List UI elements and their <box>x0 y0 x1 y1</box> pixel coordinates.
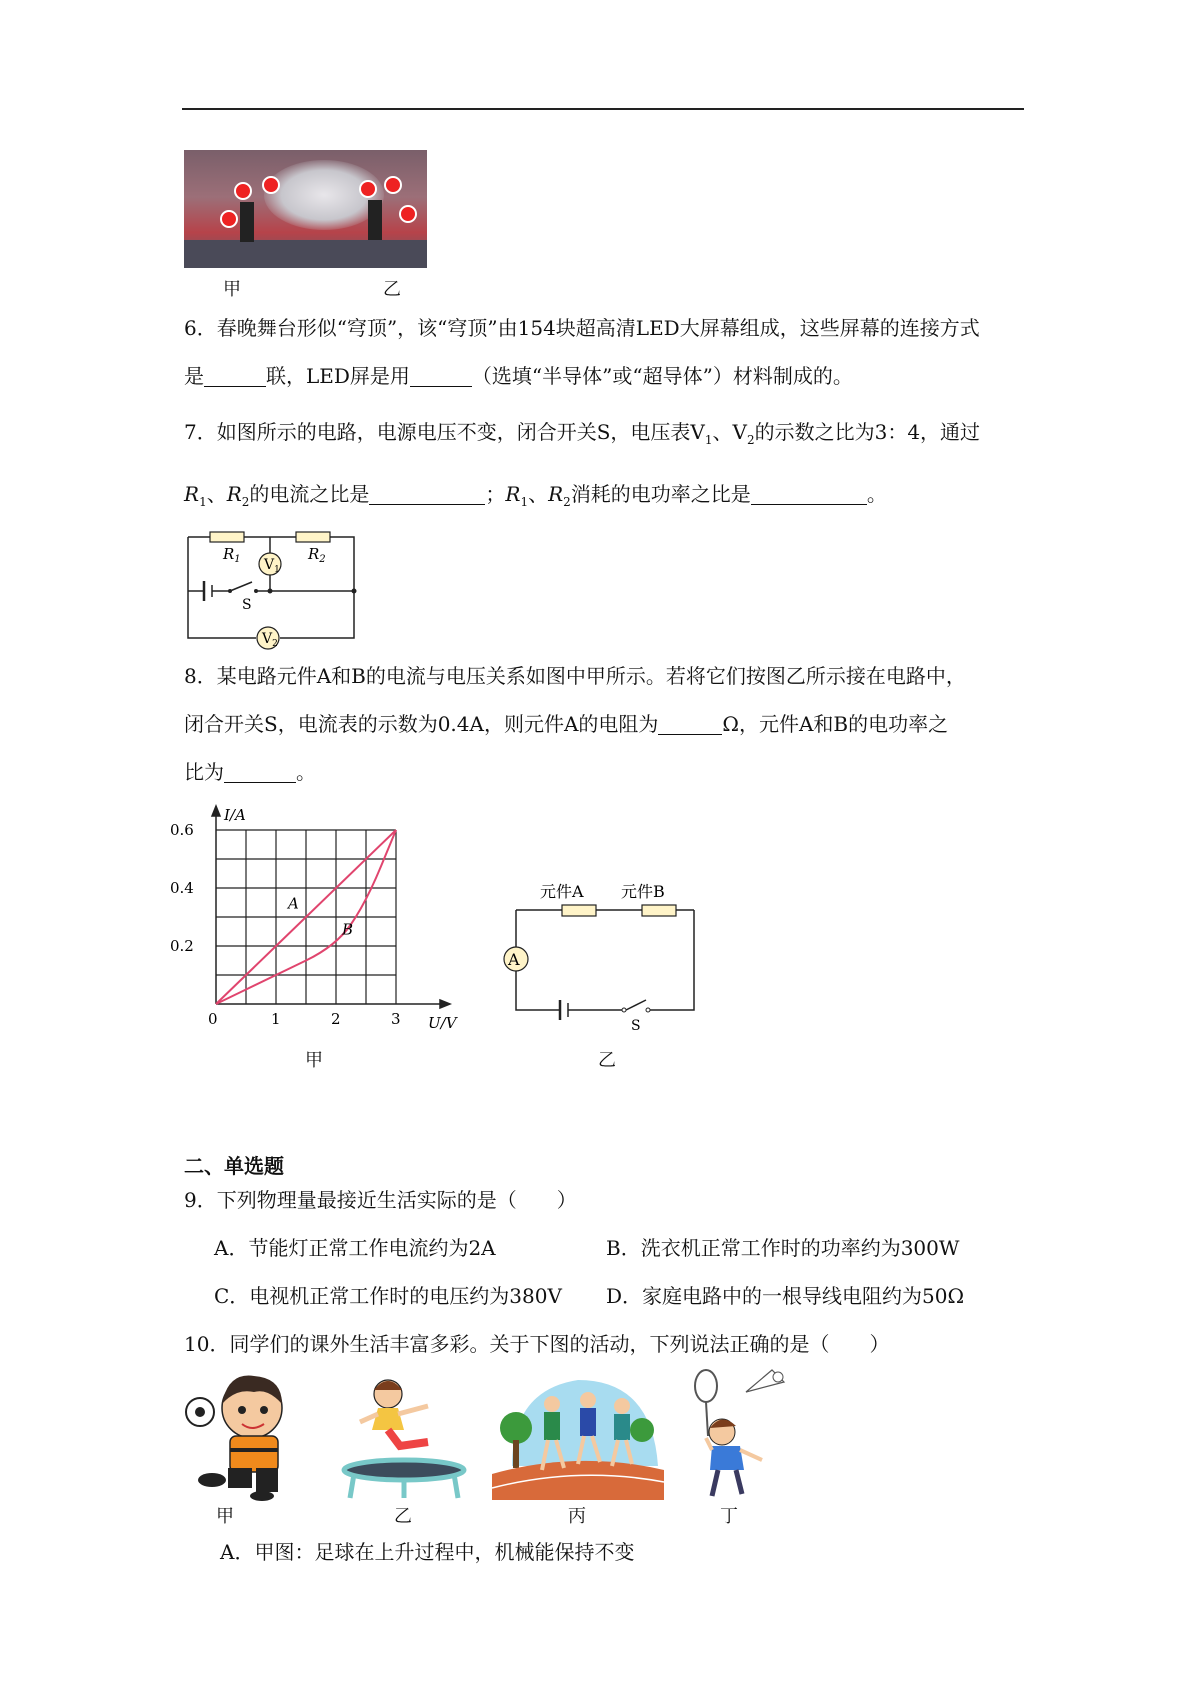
element-a <box>562 905 596 916</box>
illustration-caption-4: 丁 <box>720 1506 738 1527</box>
answer-blank[interactable] <box>204 366 266 387</box>
series-label-A: A <box>288 894 299 913</box>
photo-caption-right: 乙 <box>383 279 401 300</box>
q6-line2: 是 联，LED屏是用 （选填“半导体”或“超导体”）材料制成的。 <box>184 364 853 388</box>
q8-circuit-diagram <box>500 870 700 1034</box>
svg-text:V1: $V_1$ <box>264 557 280 575</box>
svg-text:元件A: 元件A <box>540 882 584 901</box>
x-tick-label: 0 <box>208 1010 218 1028</box>
stage-photo <box>184 150 427 268</box>
y-tick-label: 0.4 <box>170 879 194 897</box>
badminton-illustration <box>682 1366 792 1500</box>
svg-text:A: A <box>508 950 520 969</box>
y-tick-label: 0.2 <box>170 937 194 955</box>
y-axis-label: I/A <box>224 806 246 824</box>
svg-text:R1: $R_1$ <box>223 545 241 565</box>
q7-line2: $R_1$、$R_2$的电流之比是 ；$R_1$、$R_2$消耗的电功率之比是 。 <box>184 482 887 509</box>
svg-text:R2: $R_2$ <box>308 545 326 565</box>
illustration-caption-2: 乙 <box>394 1506 412 1527</box>
answer-blank[interactable] <box>369 484 485 505</box>
q7-circuit-diagram <box>180 525 360 650</box>
resistor-r1 <box>210 532 244 542</box>
q10-stem: 10．同学们的课外生活丰富多彩。关于下图的活动，下列说法正确的是（ ） <box>184 1332 890 1356</box>
answer-blank[interactable] <box>224 762 296 783</box>
q10-option-a[interactable]: A．甲图：足球在上升过程中，机械能保持不变 <box>220 1540 635 1564</box>
answer-blank[interactable] <box>658 714 722 735</box>
y-tick-label: 0.6 <box>170 821 194 839</box>
header-rule <box>182 108 1024 110</box>
q9-option-c[interactable]: C．电视机正常工作时的电压约为380V <box>214 1284 562 1308</box>
x-axis-label: U/V <box>428 1014 457 1032</box>
circuit-caption: 乙 <box>598 1050 616 1071</box>
x-tick-label: 3 <box>391 1010 401 1028</box>
q8-line3: 比为 。 <box>184 760 316 784</box>
section-title: 二、单选题 <box>184 1154 284 1178</box>
illustration-caption-1: 甲 <box>216 1506 234 1527</box>
q9-option-d[interactable]: D．家庭电路中的一根导线电阻约为50Ω <box>606 1284 965 1308</box>
q7-line1: 7．如图所示的电路，电源电压不变，闭合开关S，电压表$V_1$、$V_2$的示数之比为3：4，通过 <box>184 420 981 447</box>
graph-caption: 甲 <box>305 1050 323 1071</box>
x-tick-label: 2 <box>331 1010 341 1028</box>
svg-text:S: S <box>242 597 252 613</box>
q8-line1: 8．某电路元件A和B的电流与电压关系如图中甲所示。若将它们按图乙所示接在电路中， <box>184 664 966 688</box>
element-b <box>642 905 676 916</box>
q9-stem: 9．下列物理量最接近生活实际的是（ ） <box>184 1188 577 1212</box>
resistor-r2 <box>296 532 330 542</box>
iv-graph <box>170 800 460 1040</box>
football-kid-illustration <box>184 1370 314 1500</box>
answer-blank[interactable] <box>751 484 867 505</box>
trampoline-illustration <box>338 1370 468 1500</box>
svg-text:元件B: 元件B <box>621 882 665 901</box>
series-label-B: B <box>342 920 354 939</box>
running-illustration <box>492 1370 664 1500</box>
answer-blank[interactable] <box>410 366 472 387</box>
illustration-caption-3: 丙 <box>568 1506 586 1527</box>
svg-text:V2: $V_2$ <box>262 631 278 649</box>
photo-caption-left: 甲 <box>223 279 241 300</box>
x-tick-label: 1 <box>271 1010 281 1028</box>
q9-option-a[interactable]: A．节能灯正常工作电流约为2A <box>214 1236 496 1260</box>
svg-text:S: S <box>631 1018 641 1034</box>
q8-line2: 闭合开关S，电流表的示数为0.4A，则元件A的电阻为 Ω，元件A和B的电功率之 <box>184 712 949 736</box>
q6-line1: 6．春晚舞台形似“穹顶”，该“穹顶”由154块超高清LED大屏幕组成，这些屏幕的连接方式 <box>184 316 980 340</box>
q9-option-b[interactable]: B．洗衣机正常工作时的功率约为300W <box>606 1236 960 1260</box>
